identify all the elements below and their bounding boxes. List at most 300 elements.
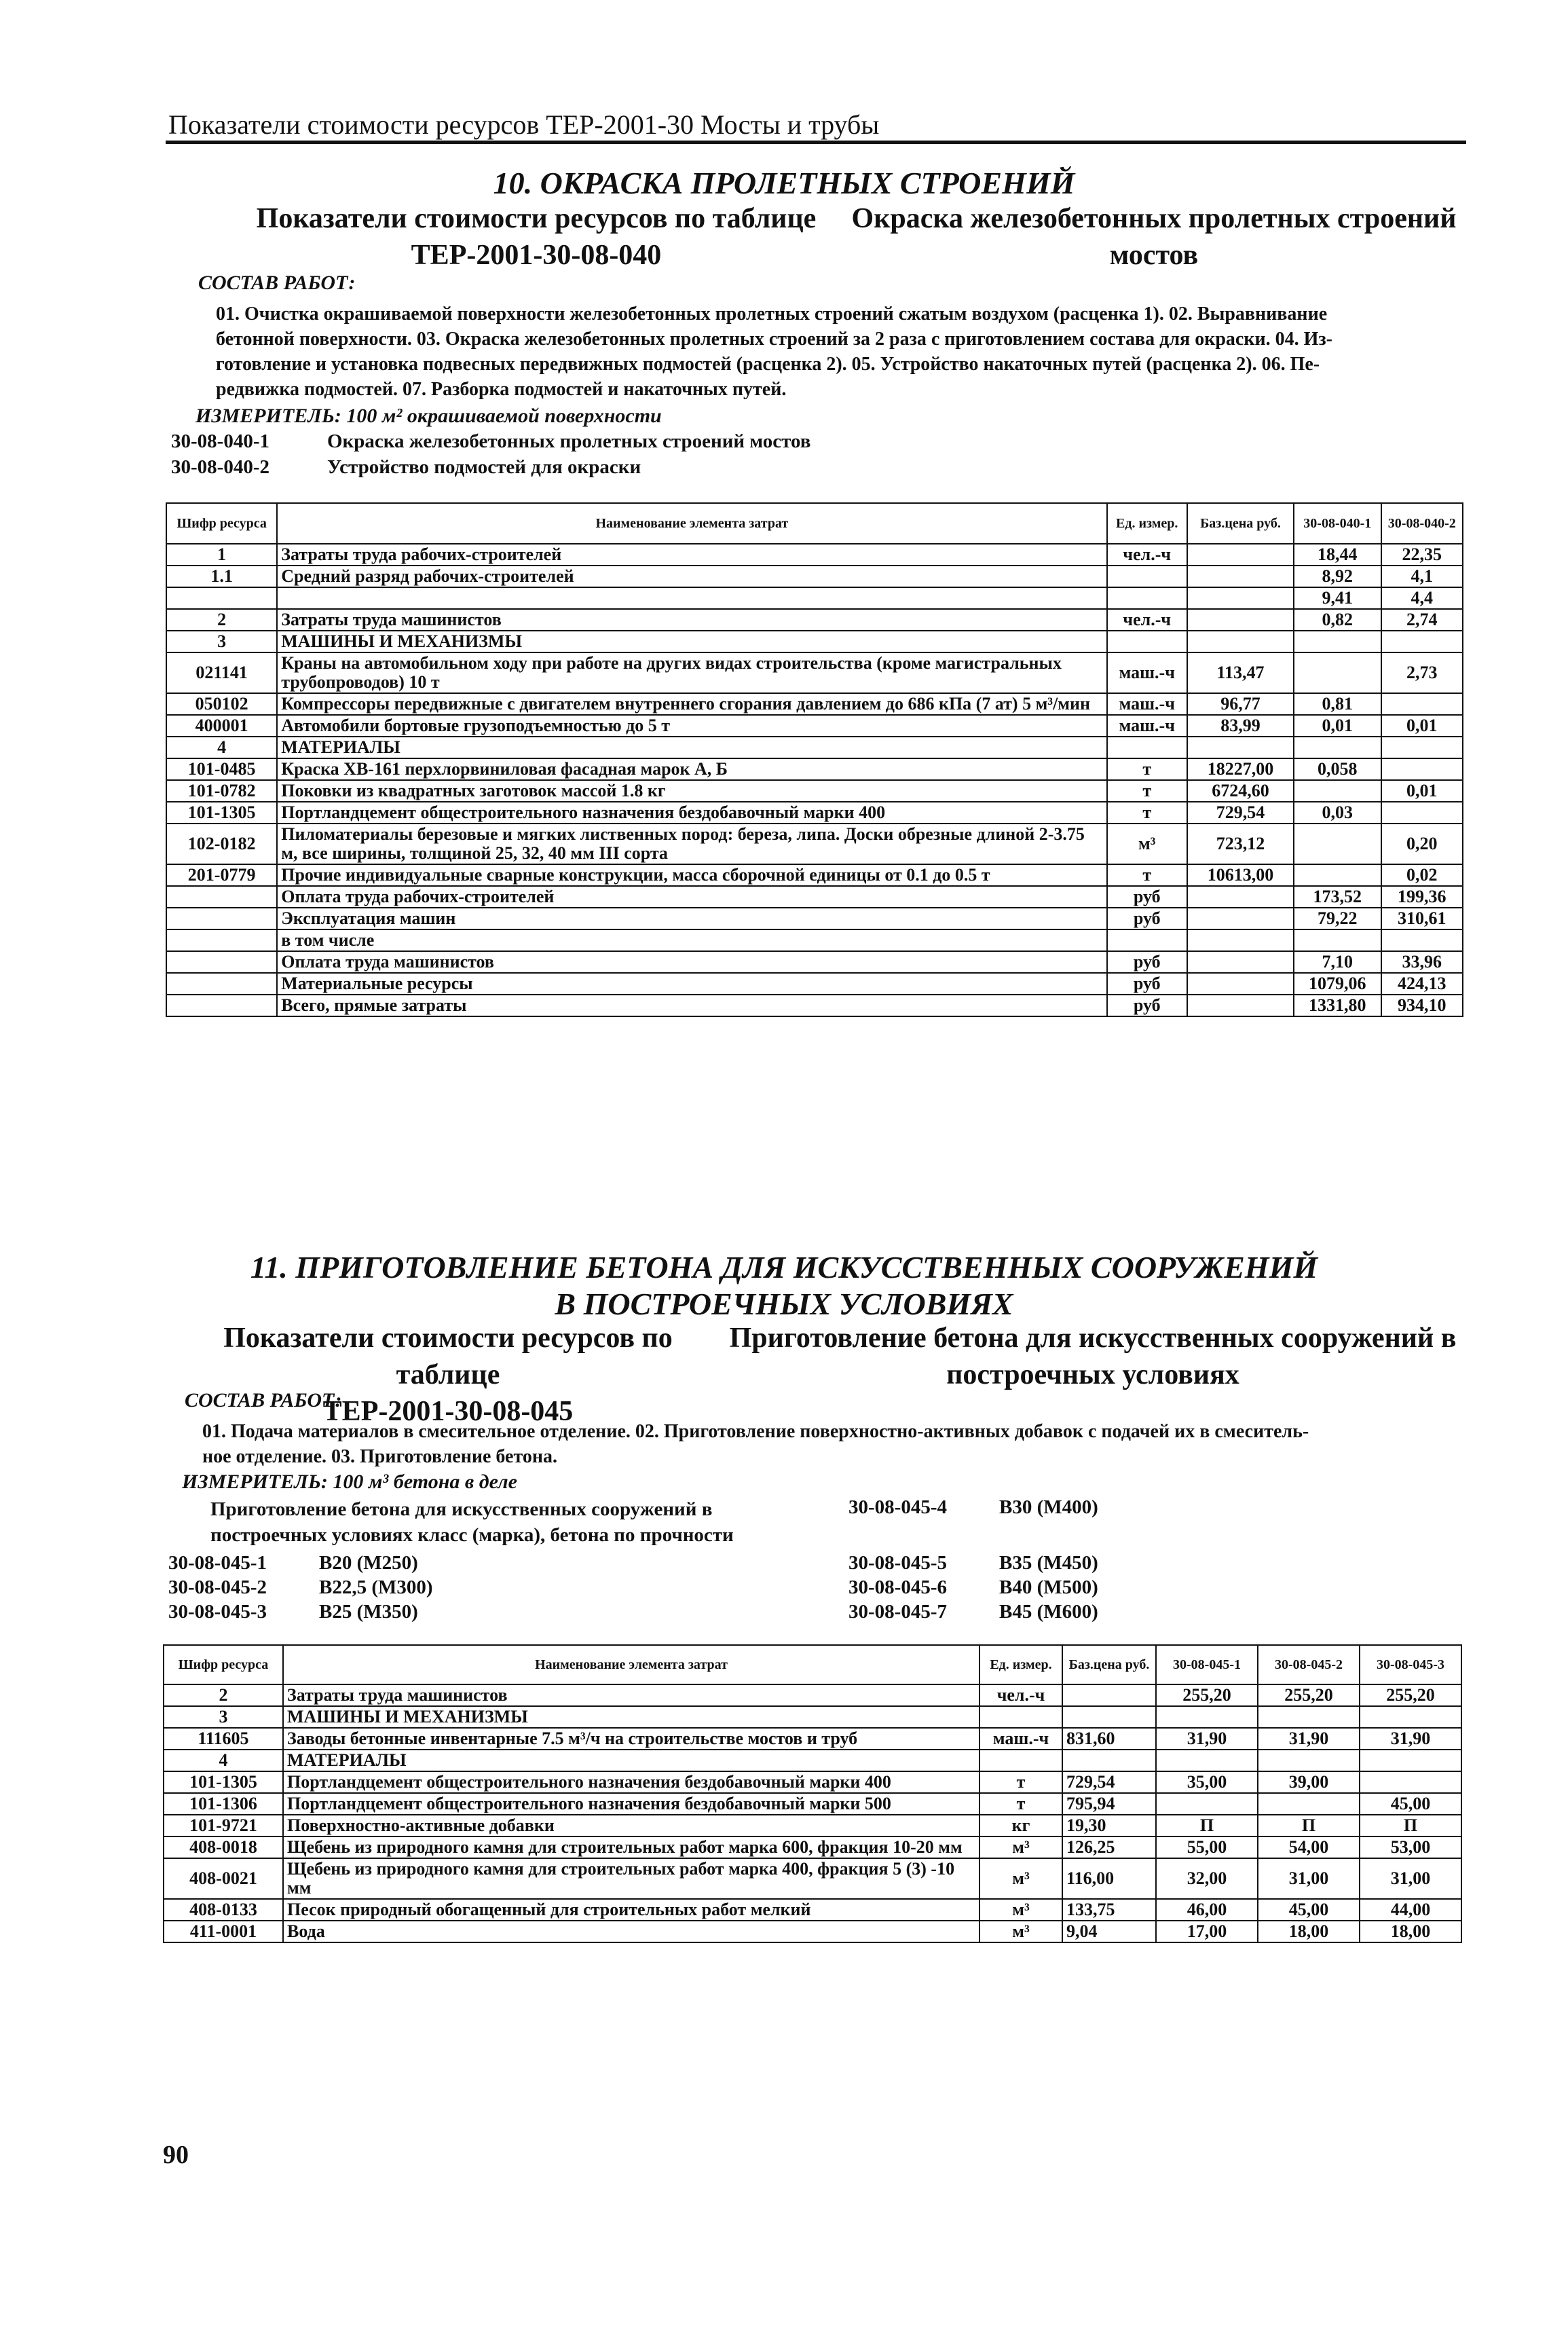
rate-cell xyxy=(1360,1706,1461,1728)
rate-cell: 4,1 xyxy=(1381,566,1463,587)
code-line xyxy=(848,1576,1098,1599)
text-line: бетонной поверхности. 03. Окраска железобетонных пролетных строений за 2 раза с приготовлением состава для окраски. 04. Из- xyxy=(216,329,1332,350)
base-price-cell: 831,60 xyxy=(1062,1728,1156,1750)
base-price-cell: 133,75 xyxy=(1062,1899,1156,1921)
cost-name-cell: Компрессоры передвижные с двигателем внутреннего сгорания давлением до 686 кПа (7 ат) 5 м³/мин xyxy=(277,693,1106,715)
rate-cell: 255,20 xyxy=(1360,1684,1461,1706)
cost-name-cell: Заводы бетонные инвентарные 7.5 м³/ч на строительстве мостов и труб xyxy=(283,1728,979,1750)
resource-code-cell: 201-0779 xyxy=(166,864,277,886)
table-header-row xyxy=(166,503,1463,544)
rate-cell xyxy=(1294,737,1381,758)
rate-cell: 39,00 xyxy=(1258,1771,1360,1793)
resource-code-cell xyxy=(166,908,277,929)
rate-cell: 0,058 xyxy=(1294,758,1381,780)
rate-cell: 45,00 xyxy=(1360,1793,1461,1815)
unit-cell: руб xyxy=(1107,951,1187,973)
base-price-cell xyxy=(1187,908,1294,929)
cost-name-cell: МАТЕРИАЛЫ xyxy=(283,1750,979,1771)
resource-code-cell: 408-0133 xyxy=(164,1899,283,1921)
cost-name-cell: Оплата труда машинистов xyxy=(277,951,1106,973)
resource-code-cell: 102-0182 xyxy=(166,824,277,864)
cost-name-cell: Средний разряд рабочих-строителей xyxy=(277,566,1106,587)
code-description: В25 (М350) xyxy=(319,1601,418,1623)
rate-cell: 32,00 xyxy=(1156,1858,1258,1899)
cost-name-cell: Поверхностно-активные добавки xyxy=(283,1815,979,1836)
cost-name-cell: Щебень из природного камня для строительных работ марка 600, фракция 10-20 мм xyxy=(283,1836,979,1858)
cost-name-cell: Эксплуатация машин xyxy=(277,908,1106,929)
table-row xyxy=(164,1815,1461,1836)
cost-name-cell: Портландцемент общестроительного назначения бездобавочный марки 500 xyxy=(283,1793,979,1815)
base-price-cell xyxy=(1187,631,1294,652)
rate-cell: 54,00 xyxy=(1258,1836,1360,1858)
code: 30-08-045-6 xyxy=(848,1576,947,1598)
unit-cell: маш.-ч xyxy=(979,1728,1062,1750)
section-11-title xyxy=(0,1249,1568,1323)
table-row xyxy=(166,693,1463,715)
composition-label: СОСТАВ РАБОТ: xyxy=(198,272,356,294)
unit-cell xyxy=(1107,566,1187,587)
resource-code-cell: 101-1306 xyxy=(164,1793,283,1815)
section-10-title: 10. ОКРАСКА ПРОЛЕТНЫХ СТРОЕНИЙ xyxy=(493,166,1075,200)
text-line: 01. Подача материалов в смесительное отделение. 02. Приготовление поверхностно-активных добавок с подачей их в смеситель- xyxy=(202,1421,1309,1442)
unit-cell: м³ xyxy=(979,1921,1062,1942)
header-cost-name: Наименование элемента затрат xyxy=(277,503,1106,544)
rate-cell: 31,90 xyxy=(1258,1728,1360,1750)
code-description: Окраска железобетонных пролетных строений мостов xyxy=(327,430,811,452)
unit-cell: руб xyxy=(1107,973,1187,995)
unit-cell: руб xyxy=(1107,995,1187,1016)
table-row xyxy=(164,1684,1461,1706)
table-row xyxy=(164,1921,1461,1942)
unit-cell: м³ xyxy=(1107,824,1187,864)
rate-cell: 310,61 xyxy=(1381,908,1463,929)
rate-cell xyxy=(1156,1793,1258,1815)
code: 30-08-040-2 xyxy=(171,456,269,478)
table-row xyxy=(166,951,1463,973)
rate-cell: 255,20 xyxy=(1258,1684,1360,1706)
unit-cell xyxy=(1107,737,1187,758)
header-base-price: Баз.цена руб. xyxy=(1062,1645,1156,1684)
unit-cell xyxy=(979,1706,1062,1728)
section-10-subtitle-left xyxy=(224,200,848,274)
code-line xyxy=(171,456,641,479)
cost-name-cell: Оплата труда рабочих-строителей xyxy=(277,886,1106,908)
rate-cell: 22,35 xyxy=(1381,544,1463,566)
rate-cell xyxy=(1294,631,1381,652)
unit-cell: маш.-ч xyxy=(1107,715,1187,737)
code-line xyxy=(168,1601,418,1623)
resource-code-cell: 4 xyxy=(164,1750,283,1771)
table-row xyxy=(166,973,1463,995)
rate-cell: 2,73 xyxy=(1381,652,1463,693)
code-line xyxy=(848,1601,1098,1623)
table-row xyxy=(166,715,1463,737)
base-price-cell: 18227,00 xyxy=(1187,758,1294,780)
rate-cell: 4,4 xyxy=(1381,587,1463,609)
rate-cell xyxy=(1360,1750,1461,1771)
unit-cell: м³ xyxy=(979,1858,1062,1899)
text-line: ное отделение. 03. Приготовление бетона. xyxy=(202,1446,557,1467)
header-cost-name: Наименование элемента затрат xyxy=(283,1645,979,1684)
cost-name-cell: Затраты труда рабочих-строителей xyxy=(277,544,1106,566)
cost-name-cell: Портландцемент общестроительного назначения бездобавочный марки 400 xyxy=(277,802,1106,824)
table-row xyxy=(164,1706,1461,1728)
rate-cell: 17,00 xyxy=(1156,1921,1258,1942)
rate-cell xyxy=(1381,631,1463,652)
header-unit: Ед. измер. xyxy=(979,1645,1062,1684)
rate-cell: 18,00 xyxy=(1360,1921,1461,1942)
subtitle-line: ТЕР-2001-30-08-045 xyxy=(322,1396,574,1427)
cost-name-cell: Всего, прямые затраты xyxy=(277,995,1106,1016)
header-rate-3: 30-08-045-3 xyxy=(1360,1645,1461,1684)
unit-cell: чел.-ч xyxy=(1107,609,1187,631)
unit-cell xyxy=(1107,631,1187,652)
base-price-cell xyxy=(1187,929,1294,951)
header-resource-code: Шифр ресурса xyxy=(166,503,277,544)
base-price-cell xyxy=(1062,1684,1156,1706)
rate-cell: 0,01 xyxy=(1294,715,1381,737)
rate-cell: 35,00 xyxy=(1156,1771,1258,1793)
page-number: 90 xyxy=(163,2141,189,2169)
unit-cell: руб xyxy=(1107,886,1187,908)
header-rate-2: 30-08-040-2 xyxy=(1381,503,1463,544)
section-11-subtitle-left xyxy=(170,1320,726,1430)
rate-cell xyxy=(1294,780,1381,802)
code-line xyxy=(848,1496,1098,1519)
cost-name-cell: Краны на автомобильном ходу при работе на других видах строительства (кроме магистральных трубопроводов) 10 т xyxy=(277,652,1106,693)
composition-text xyxy=(202,1419,1465,1469)
rate-cell: 31,90 xyxy=(1360,1728,1461,1750)
base-price-cell xyxy=(1187,587,1294,609)
rate-cell: 31,00 xyxy=(1258,1858,1360,1899)
base-price-cell xyxy=(1187,737,1294,758)
rate-cell: 1079,06 xyxy=(1294,973,1381,995)
resource-code-cell: 101-1305 xyxy=(166,802,277,824)
code: 30-08-040-1 xyxy=(171,430,269,452)
resource-code-cell: 021141 xyxy=(166,652,277,693)
base-price-cell xyxy=(1187,544,1294,566)
concrete-intro xyxy=(210,1496,734,1548)
base-price-cell xyxy=(1187,886,1294,908)
unit-cell: т xyxy=(979,1793,1062,1815)
rate-cell xyxy=(1360,1771,1461,1793)
section-10-subtitle-right xyxy=(848,200,1459,274)
header-rate-1: 30-08-045-1 xyxy=(1156,1645,1258,1684)
unit-cell: кг xyxy=(979,1815,1062,1836)
resource-code-cell: 101-0782 xyxy=(166,780,277,802)
cost-name-cell xyxy=(277,587,1106,609)
table-row xyxy=(164,1836,1461,1858)
base-price-cell: 113,47 xyxy=(1187,652,1294,693)
text-line: 01. Очистка окрашиваемой поверхности железобетонных пролетных строений сжатым воздухом (расценка 1). 02. Выравнивание xyxy=(216,303,1328,325)
title-line: 11. ПРИГОТОВЛЕНИЕ БЕТОНА ДЛЯ ИСКУССТВЕННЫХ СООРУЖЕНИЙ xyxy=(250,1250,1318,1285)
rate-cell: 44,00 xyxy=(1360,1899,1461,1921)
resource-code-cell: 111605 xyxy=(164,1728,283,1750)
subtitle-line: Показатели стоимости ресурсов по таблице xyxy=(223,1323,673,1390)
cost-name-cell: Автомобили бортовые грузоподъемностью до 5 т xyxy=(277,715,1106,737)
code-description: В45 (М600) xyxy=(999,1601,1098,1623)
header-rate-2: 30-08-045-2 xyxy=(1258,1645,1360,1684)
rate-cell: 79,22 xyxy=(1294,908,1381,929)
resource-code-cell: 400001 xyxy=(166,715,277,737)
code: 30-08-045-2 xyxy=(168,1576,267,1598)
code-description: В40 (М500) xyxy=(999,1576,1098,1598)
text-line: готовление и установка подвесных передвижных подмостей (расценка 2). 05. Устройство накаточных путей (расценка 2). 06. Пе- xyxy=(216,354,1320,375)
cost-name-cell: Затраты труда машинистов xyxy=(277,609,1106,631)
cost-name-cell: Портландцемент общестроительного назначения бездобавочный марки 400 xyxy=(283,1771,979,1793)
base-price-cell: 126,25 xyxy=(1062,1836,1156,1858)
rate-cell: 46,00 xyxy=(1156,1899,1258,1921)
base-price-cell: 116,00 xyxy=(1062,1858,1156,1899)
table-row xyxy=(166,908,1463,929)
table-row xyxy=(166,864,1463,886)
base-price-cell: 795,94 xyxy=(1062,1793,1156,1815)
subtitle-line: ТЕР-2001-30-08-040 xyxy=(411,240,662,271)
code: 30-08-045-7 xyxy=(848,1601,947,1623)
unit-cell: т xyxy=(1107,758,1187,780)
rate-cell xyxy=(1381,737,1463,758)
rate-cell: 18,44 xyxy=(1294,544,1381,566)
code: 30-08-045-1 xyxy=(168,1552,267,1574)
resource-table-045 xyxy=(163,1644,1462,1943)
rate-cell: 2,74 xyxy=(1381,609,1463,631)
cost-name-cell: Прочие индивидуальные сварные конструкции, масса сборочной единицы от 0.1 до 0.5 т xyxy=(277,864,1106,886)
base-price-cell: 723,12 xyxy=(1187,824,1294,864)
table-row xyxy=(166,631,1463,652)
resource-code-cell: 2 xyxy=(166,609,277,631)
unit-cell: т xyxy=(1107,802,1187,824)
measure-unit: ИЗМЕРИТЕЛЬ: 100 м² окрашиваемой поверхности xyxy=(195,405,662,427)
measure-unit: ИЗМЕРИТЕЛЬ: 100 м³ бетона в деле xyxy=(182,1471,517,1493)
resource-code-cell xyxy=(166,929,277,951)
rate-cell: 45,00 xyxy=(1258,1899,1360,1921)
resource-code-cell: 408-0018 xyxy=(164,1836,283,1858)
base-price-cell: 729,54 xyxy=(1062,1771,1156,1793)
rate-cell: 1331,80 xyxy=(1294,995,1381,1016)
rate-cell: 31,90 xyxy=(1156,1728,1258,1750)
rate-cell: 7,10 xyxy=(1294,951,1381,973)
base-price-cell xyxy=(1187,609,1294,631)
rate-cell: 55,00 xyxy=(1156,1836,1258,1858)
rate-cell: 0,02 xyxy=(1381,864,1463,886)
rate-cell xyxy=(1294,824,1381,864)
text-line: построечных условиях класс (марка), бетона по прочности xyxy=(210,1524,734,1546)
code-line xyxy=(168,1552,418,1574)
base-price-cell: 10613,00 xyxy=(1187,864,1294,886)
cost-name-cell: в том числе xyxy=(277,929,1106,951)
resource-code-cell xyxy=(166,973,277,995)
base-price-cell xyxy=(1062,1750,1156,1771)
table-row xyxy=(164,1793,1461,1815)
rate-cell xyxy=(1294,652,1381,693)
rate-cell: 0,20 xyxy=(1381,824,1463,864)
rate-cell: 18,00 xyxy=(1258,1921,1360,1942)
rate-cell: 934,10 xyxy=(1381,995,1463,1016)
rate-cell: 0,82 xyxy=(1294,609,1381,631)
rate-cell: 53,00 xyxy=(1360,1836,1461,1858)
resource-code-cell: 3 xyxy=(164,1706,283,1728)
running-header: Показатели стоимости ресурсов ТЕР-2001-30 Мосты и трубы xyxy=(168,109,880,140)
rate-cell: 424,13 xyxy=(1381,973,1463,995)
subtitle-line: Показатели стоимости ресурсов по таблице xyxy=(256,203,817,234)
code: 30-08-045-5 xyxy=(848,1552,947,1574)
table-row xyxy=(166,566,1463,587)
code: 30-08-045-3 xyxy=(168,1601,267,1623)
rate-cell: 31,00 xyxy=(1360,1858,1461,1899)
code: 30-08-045-4 xyxy=(848,1496,947,1518)
rate-cell xyxy=(1156,1706,1258,1728)
resource-code-cell: 101-9721 xyxy=(164,1815,283,1836)
rate-cell xyxy=(1294,864,1381,886)
composition-text xyxy=(216,301,1465,402)
base-price-cell: 96,77 xyxy=(1187,693,1294,715)
resource-code-cell: 411-0001 xyxy=(164,1921,283,1942)
rate-cell xyxy=(1258,1750,1360,1771)
code-line xyxy=(171,430,811,453)
rate-cell xyxy=(1381,693,1463,715)
code-description: В22,5 (М300) xyxy=(319,1576,433,1598)
unit-cell: т xyxy=(1107,780,1187,802)
table-row xyxy=(164,1750,1461,1771)
unit-cell: м³ xyxy=(979,1899,1062,1921)
table-row xyxy=(166,995,1463,1016)
unit-cell: чел.-ч xyxy=(1107,544,1187,566)
unit-cell: т xyxy=(979,1771,1062,1793)
rate-cell: 9,41 xyxy=(1294,587,1381,609)
table-row xyxy=(164,1771,1461,1793)
table-row xyxy=(166,802,1463,824)
table-row xyxy=(164,1899,1461,1921)
resource-code-cell xyxy=(166,995,277,1016)
unit-cell xyxy=(1107,929,1187,951)
cost-name-cell: Поковки из квадратных заготовок массой 1.8 кг xyxy=(277,780,1106,802)
resource-code-cell: 4 xyxy=(166,737,277,758)
header-base-price: Баз.цена руб. xyxy=(1187,503,1294,544)
subtitle-line: Приготовление бетона для искусственных сооружений в xyxy=(729,1323,1457,1354)
cost-name-cell: Пиломатериалы березовые и мягких лиственных пород: береза, липа. Доски обрезные длиной 2-3.75 м, все ширины, толщиной 25, 32, 40 мм III сорта xyxy=(277,824,1106,864)
cost-name-cell: Затраты труда машинистов xyxy=(283,1684,979,1706)
cost-name-cell: Материальные ресурсы xyxy=(277,973,1106,995)
resource-code-cell: 1.1 xyxy=(166,566,277,587)
title-line: В ПОСТРОЕЧНЫХ УСЛОВИЯХ xyxy=(555,1287,1013,1321)
table-row xyxy=(166,780,1463,802)
subtitle-line: Окраска железобетонных пролетных строений xyxy=(851,203,1457,234)
resource-code-cell xyxy=(166,587,277,609)
table-header-row xyxy=(164,1645,1461,1684)
rate-cell: 33,96 xyxy=(1381,951,1463,973)
base-price-cell: 6724,60 xyxy=(1187,780,1294,802)
table-row xyxy=(166,886,1463,908)
base-price-cell xyxy=(1187,566,1294,587)
resource-table-040 xyxy=(166,502,1463,1017)
rate-cell: 0,01 xyxy=(1381,780,1463,802)
cost-name-cell: МАТЕРИАЛЫ xyxy=(277,737,1106,758)
table-row xyxy=(166,652,1463,693)
table-row xyxy=(164,1728,1461,1750)
table-row xyxy=(166,824,1463,864)
unit-cell: руб xyxy=(1107,908,1187,929)
rate-cell xyxy=(1381,802,1463,824)
rate-cell: П xyxy=(1258,1815,1360,1836)
code-description: Устройство подмостей для окраски xyxy=(327,456,641,478)
unit-cell: маш.-ч xyxy=(1107,693,1187,715)
section-11-subtitle-right xyxy=(726,1320,1459,1393)
header-rule xyxy=(166,141,1466,144)
code-description: В20 (М250) xyxy=(319,1552,418,1574)
code-description: В35 (М450) xyxy=(999,1552,1098,1574)
header-rate-1: 30-08-040-1 xyxy=(1294,503,1381,544)
subtitle-line: построечных условиях xyxy=(946,1359,1239,1390)
resource-code-cell: 2 xyxy=(164,1684,283,1706)
rate-cell: 0,81 xyxy=(1294,693,1381,715)
resource-code-cell: 101-0485 xyxy=(166,758,277,780)
table-row xyxy=(166,609,1463,631)
base-price-cell: 83,99 xyxy=(1187,715,1294,737)
rate-cell xyxy=(1258,1706,1360,1728)
rate-cell xyxy=(1258,1793,1360,1815)
rate-cell: 8,92 xyxy=(1294,566,1381,587)
cost-name-cell: Песок природный обогащенный для строительных работ мелкий xyxy=(283,1899,979,1921)
rate-cell: 0,03 xyxy=(1294,802,1381,824)
rate-cell: 0,01 xyxy=(1381,715,1463,737)
composition-label: СОСТАВ РАБОТ: xyxy=(185,1389,342,1411)
unit-cell: чел.-ч xyxy=(979,1684,1062,1706)
header-resource-code: Шифр ресурса xyxy=(164,1645,283,1684)
subtitle-line: мостов xyxy=(1109,240,1199,271)
resource-code-cell: 101-1305 xyxy=(164,1771,283,1793)
table-row xyxy=(166,929,1463,951)
rate-cell xyxy=(1381,929,1463,951)
base-price-cell: 729,54 xyxy=(1187,802,1294,824)
header-unit: Ед. измер. xyxy=(1107,503,1187,544)
cost-name-cell: МАШИНЫ И МЕХАНИЗМЫ xyxy=(283,1706,979,1728)
code-line xyxy=(848,1552,1098,1574)
resource-code-cell: 050102 xyxy=(166,693,277,715)
unit-cell xyxy=(1107,587,1187,609)
rate-cell: П xyxy=(1156,1815,1258,1836)
rate-cell: П xyxy=(1360,1815,1461,1836)
rate-cell xyxy=(1381,758,1463,780)
resource-code-cell: 408-0021 xyxy=(164,1858,283,1899)
resource-code-cell: 1 xyxy=(166,544,277,566)
cost-name-cell: Вода xyxy=(283,1921,979,1942)
table-row xyxy=(166,544,1463,566)
unit-cell: маш.-ч xyxy=(1107,652,1187,693)
text-line: Приготовление бетона для искусственных сооружений в xyxy=(210,1498,713,1520)
resource-code-cell xyxy=(166,951,277,973)
cost-name-cell: МАШИНЫ И МЕХАНИЗМЫ xyxy=(277,631,1106,652)
cost-name-cell: Щебень из природного камня для строительных работ марка 400, фракция 5 (3) -10 мм xyxy=(283,1858,979,1899)
unit-cell: м³ xyxy=(979,1836,1062,1858)
base-price-cell: 19,30 xyxy=(1062,1815,1156,1836)
base-price-cell: 9,04 xyxy=(1062,1921,1156,1942)
code-line xyxy=(168,1576,433,1599)
table-row xyxy=(166,758,1463,780)
unit-cell: т xyxy=(1107,864,1187,886)
table-row xyxy=(166,737,1463,758)
rate-cell: 173,52 xyxy=(1294,886,1381,908)
rate-cell xyxy=(1156,1750,1258,1771)
code-description: В30 (М400) xyxy=(999,1496,1098,1518)
base-price-cell xyxy=(1187,995,1294,1016)
rate-cell xyxy=(1294,929,1381,951)
text-line: редвижка подмостей. 07. Разборка подмостей и накаточных путей. xyxy=(216,379,787,400)
rate-cell: 255,20 xyxy=(1156,1684,1258,1706)
base-price-cell xyxy=(1187,973,1294,995)
resource-code-cell: 3 xyxy=(166,631,277,652)
base-price-cell xyxy=(1187,951,1294,973)
resource-code-cell xyxy=(166,886,277,908)
